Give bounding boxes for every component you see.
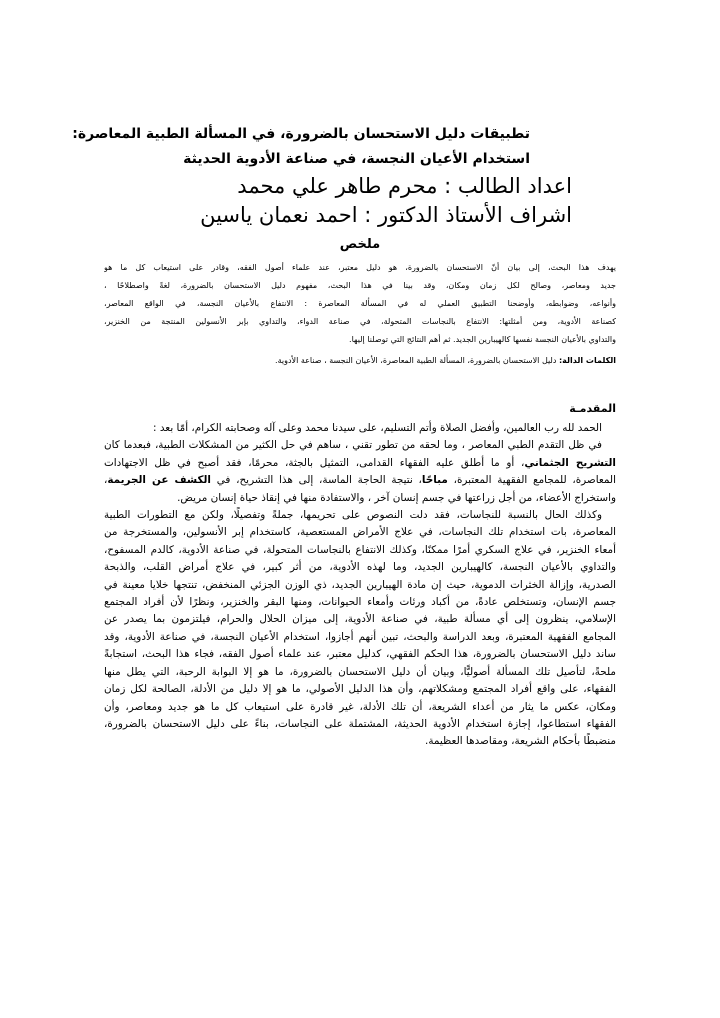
body-line: الصدرية، وإزالة الخثرات الدموية، حيث إن مادة الهيبارين الجديد، ذي الوزن الجزئي المنخفض، تنتجها خلايا معينة في: [104, 578, 616, 591]
body-line: ملحةً، لتأصيل تلك المسألة أصوليًّا، وبيان أن دليل الاستحسان بالضرورة، ما هو إلا البوابة الرحبة، التي يطل منها: [104, 665, 616, 678]
abstract-body: [104, 259, 616, 349]
body-line: في ظل التقدم الطبي المعاصر ، وما لحقه من تطور تقني ، ساهم في حل الكثير من المشكلات الطبية، فبعدما كان: [104, 439, 602, 452]
bold-term: الكشف عن الجريمة: [107, 474, 211, 487]
bold-term: التشريح الجثماني: [524, 456, 616, 469]
body-line: المعاصرة، بات استخدام تلك النجاسات، في علاج الأمراض المستعصية، كاستخدام إبر الأنسولين، والمستخرجة من: [104, 526, 616, 539]
keywords-label: الكلمات الدالة:: [558, 356, 616, 365]
bold-term: مباحًا: [421, 474, 448, 487]
body-line: الفقهاء، على واقع أفراد المجتمع ومشكلاتهم، وأن هذا الدليل الأصولي، ما هو إلا دليل من الأدلة، الصالحة لكل زمان: [104, 683, 616, 696]
paper-title-line-1: تطبيقات دليل الاستحسان بالضرورة، في المسألة الطبية المعاصرة:: [72, 126, 530, 142]
supervisor-line: اشراف الأستاذ الدكتور : احمد نعمان ياسين: [200, 203, 572, 227]
keywords-line: [104, 356, 616, 365]
body-line: ساند دليل الاستحسان بالضرورة، هذا الحكم الفقهي، كدليل معتبر، عند علماء أصول الفقه، فجاء هذا البحث، استجابةً: [104, 648, 616, 661]
abstract-line: والتداوي بالأعيان النجسة نفسها كالهيبارين الجديد. ثم أهم النتائج التي توصلنا إليها.: [349, 335, 616, 344]
body-line: الإسلامي، ينظرون إلى أي مسألة طبية، في صناعة الأدوية، إلى ميزان الحلال والحرام، فيلتزمون بما يصدر عن: [104, 613, 616, 626]
body-line-text: ، نتيجة الحاجة الماسة، إلى هذا التشريح، في: [210, 474, 422, 487]
body-line: ومكان، عكس ما يثار من أعداء الشريعة، أن تلك الأدلة، غير قادرة على استيعاب كل ما هو جديد ومعاصر، وأن: [104, 700, 616, 713]
body-line-text: ،: [104, 474, 108, 487]
body-line: أمعاء الخنزير، في علاج السكري أمرًا ممكنًا، وكذلك الانتفاع بالنجاسات المتحولة، في صناعة الأدوية، كالدم المسفوح،: [104, 543, 616, 556]
introduction-heading: المقدمـة: [569, 402, 616, 415]
abstract-line: يهدف هذا البحث، إلى بيان أنّ الاستحسان بالضرورة، هو دليل معتبر، عند علماء أصول الفقه، وقادر على استيعاب كل ما هو: [104, 263, 616, 272]
body-line: منضبطًا بأحكام الشريعة، ومقاصدها العظيمة.: [425, 735, 616, 748]
keywords-text: دليل الاستحسان بالضرورة، المسألة الطبية المعاصرة، الأعيان النجسة ، صناعة الأدوية.: [275, 356, 559, 365]
abstract-line: كصناعة الأدوية، ومن أمثلتها: الانتفاع بالنجاسات المتحولة، في صناعة الدواء، والتداوي بإبر الأنسولين المنتجة من الخنزير،: [104, 317, 616, 326]
body-line: المجامع الفقهية المعتبرة، وبعد الدراسة والبحث، تبين أنهم أجازوا، استخدام الأعيان النجسة، في صناعة الأدوية، وقد: [104, 630, 616, 643]
paper-title-line-2: استخدام الأعيان النجسة، في صناعة الأدوية الحديثة: [183, 151, 530, 167]
body-line: واستخراج الأعضاء، من أجل زراعتها في جسم إنسان آخر ، والاستفادة منها في إنقاذ حياة إنسان مريض.: [177, 491, 616, 504]
body-line: [104, 472, 616, 489]
body-line-text: ، أو ما أطلق عليه الفقهاء القدامى، التمثيل بالجثة، محرمًا، فقد أصبح في ظل الاجتهادات: [104, 456, 525, 469]
body-line-text: المعاصرة، للمجامع الفقهية المعتبرة،: [447, 474, 616, 487]
author-line: اعداد الطالب : محرم طاهر علي محمد: [237, 174, 572, 198]
body-line: الفقهاء استطاعوا، إجازة استخدام الأدوية الحديثة، المشتملة على النجاسات، بناءً على دليل الاستحسان بالضرورة،: [104, 717, 616, 730]
body-line: الحمد لله رب العالمين، وأفضل الصلاة وأتم التسليم، على سيدنا محمد وعلى آله وصحابته الكرام، أمّا بعد :: [153, 422, 602, 434]
abstract-line: جديد ومعاصر، وصالح لكل زمان ومكان، وقد بينا في هذا البحث، مفهوم دليل الاستحسان بالضرورة، لغةً واصطلاحًا ،: [104, 281, 616, 290]
body-line: والتداوي بالأعيان النجسة، كالهيبارين الجديد، وما لهذه الأدوية، من أثر كبير، في علاج أمراض القلب، والذبحة: [104, 561, 616, 574]
abstract-line: وأنواعه، وضوابطه، وأوضحنا التطبيق العملي له في المسألة المعاصرة : الانتفاع بالأعيان النجسة، في الواقع المعاصر،: [104, 299, 616, 308]
introduction-body: [104, 420, 616, 751]
body-line: جسم الإنسان، وتستخلص عادةً، من أكباد ورئات وأمعاء الحيوانات، ومنها البقر والخنزير، ونظرًا لأن أفراد المجتمع: [104, 596, 616, 609]
body-line: [104, 455, 616, 472]
abstract-heading: ملخص: [339, 237, 381, 252]
body-line: وكذلك الحال بالنسبة للنجاسات، فقد دلت النصوص على تحريمها، جملةً وتفصيلًا، ولكن مع التطورات الطبية: [104, 509, 602, 522]
